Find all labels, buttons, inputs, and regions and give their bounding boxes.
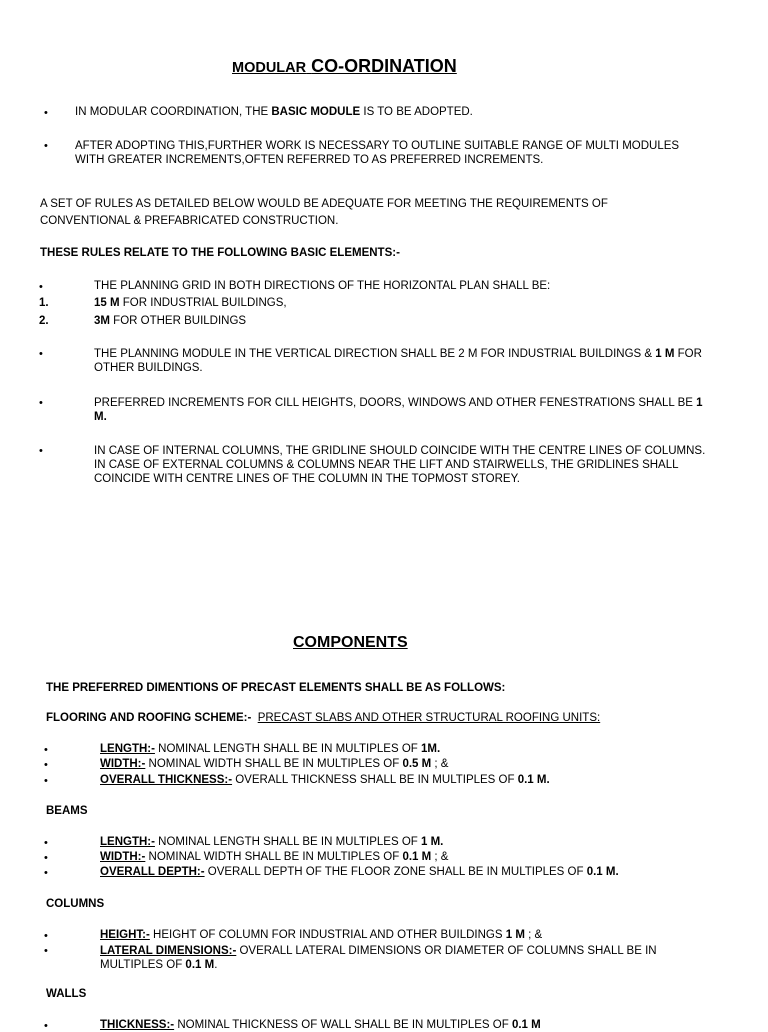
title-big: CO-ORDINATION bbox=[311, 56, 457, 76]
beams-depth: OVERALL DEPTH:- OVERALL DEPTH OF THE FLOOR ZONE SHALL BE IN MULTIPLES OF 0.1 M. bbox=[100, 866, 619, 878]
bullet-icon: • bbox=[44, 867, 48, 879]
bullet-icon: • bbox=[44, 140, 48, 152]
bullet-icon: • bbox=[44, 945, 48, 957]
rules-heading: THESE RULES RELATE TO THE FOLLOWING BASIC ELEMENTS:- bbox=[40, 247, 400, 259]
columns-heading: COLUMNS bbox=[46, 898, 105, 910]
rule-grid-industrial: 15 M FOR INDUSTRIAL BUILDINGS, bbox=[94, 297, 287, 309]
bullet-icon: • bbox=[39, 397, 43, 409]
bullet-icon: • bbox=[39, 348, 43, 360]
beams-width: WIDTH:- NOMINAL WIDTH SHALL BE IN MULTIPLES OF 0.1 M ; & bbox=[100, 851, 449, 863]
walls-heading: WALLS bbox=[46, 988, 87, 1000]
intro-paragraph: A SET OF RULES AS DETAILED BELOW WOULD BE ADEQUATE FOR MEETING THE REQUIREMENTS OF CONVENTIONAL & PREFABRICATED CONSTRUCTION. bbox=[40, 198, 608, 227]
bullet-icon: • bbox=[44, 1020, 48, 1032]
flooring-width: WIDTH:- NOMINAL WIDTH SHALL BE IN MULTIPLES OF 0.5 M ; & bbox=[100, 758, 449, 770]
rule-columns: IN CASE OF INTERNAL COLUMNS, THE GRIDLINE SHOULD COINCIDE WITH THE CENTRE LINES OF COLUMNS. IN CASE OF EXTERNAL COLUMNS & COLUMNS NEAR THE LIFT AND STAIRWELLS, THE GRIDLINES SHALL COINCIDE WITH CENTRE LINES OF THE COLUMN IN THE TOPMOST STOREY. bbox=[94, 445, 706, 485]
components-intro: THE PREFERRED DIMENTIONS OF PRECAST ELEMENTS SHALL BE AS FOLLOWS: bbox=[46, 682, 506, 694]
bullet-icon: • bbox=[39, 445, 43, 457]
beams-heading: BEAMS bbox=[46, 805, 88, 817]
bullet-icon: • bbox=[44, 930, 48, 942]
rule-grid-other: 3M FOR OTHER BUILDINGS bbox=[94, 315, 247, 327]
rule-number: 2. bbox=[39, 315, 49, 327]
bullet-icon: • bbox=[39, 281, 43, 293]
columns-lateral: LATERAL DIMENSIONS:- OVERALL LATERAL DIMENSIONS OR DIAMETER OF COLUMNS SHALL BE IN MULTIPLES OF 0.1 M. bbox=[100, 945, 657, 971]
rule-grid: THE PLANNING GRID IN BOTH DIRECTIONS OF THE HORIZONTAL PLAN SHALL BE: bbox=[94, 280, 551, 292]
bullet-icon: • bbox=[44, 107, 48, 119]
title-small: MODULAR bbox=[232, 60, 307, 76]
flooring-length: LENGTH:- NOMINAL LENGTH SHALL BE IN MULTIPLES OF 1M. bbox=[100, 743, 441, 755]
rule-increments: PREFERRED INCREMENTS FOR CILL HEIGHTS, DOORS, WINDOWS AND OTHER FENESTRATIONS SHALL BE 1 M. bbox=[94, 397, 703, 423]
bullet-icon: • bbox=[44, 775, 48, 787]
flooring-heading: FLOORING AND ROOFING SCHEME:- PRECAST SLABS AND OTHER STRUCTURAL ROOFING UNITS: bbox=[46, 712, 601, 724]
intro-item-2: AFTER ADOPTING THIS,FURTHER WORK IS NECESSARY TO OUTLINE SUITABLE RANGE OF MULTI MODULES WITH GREATER INCREMENTS,OFTEN REFERRED TO AS PREFERRED INCREMENTS. bbox=[75, 140, 680, 166]
rule-vertical: THE PLANNING MODULE IN THE VERTICAL DIRECTION SHALL BE 2 M FOR INDUSTRIAL BUILDINGS & 1 M FOR OTHER BUILDINGS. bbox=[94, 348, 702, 374]
intro-item-1: IN MODULAR COORDINATION, THE BASIC MODULE IS TO BE ADOPTED. bbox=[75, 106, 473, 118]
beams-length: LENGTH:- NOMINAL LENGTH SHALL BE IN MULTIPLES OF 1 M. bbox=[100, 836, 444, 848]
bullet-icon: • bbox=[44, 759, 48, 771]
walls-thickness: THICKNESS:- NOMINAL THICKNESS OF WALL SHALL BE IN MULTIPLES OF 0.1 M bbox=[100, 1019, 541, 1031]
bullet-icon: • bbox=[44, 837, 48, 849]
page-title bbox=[232, 56, 457, 77]
components-title: COMPONENTS bbox=[293, 634, 408, 651]
flooring-thickness: OVERALL THICKNESS:- OVERALL THICKNESS SHALL BE IN MULTIPLES OF 0.1 M. bbox=[100, 774, 550, 786]
columns-height: HEIGHT:- HEIGHT OF COLUMN FOR INDUSTRIAL AND OTHER BUILDINGS 1 M ; & bbox=[100, 929, 543, 941]
rule-number: 1. bbox=[39, 297, 49, 309]
bullet-icon: • bbox=[44, 744, 48, 756]
bullet-icon: • bbox=[44, 852, 48, 864]
